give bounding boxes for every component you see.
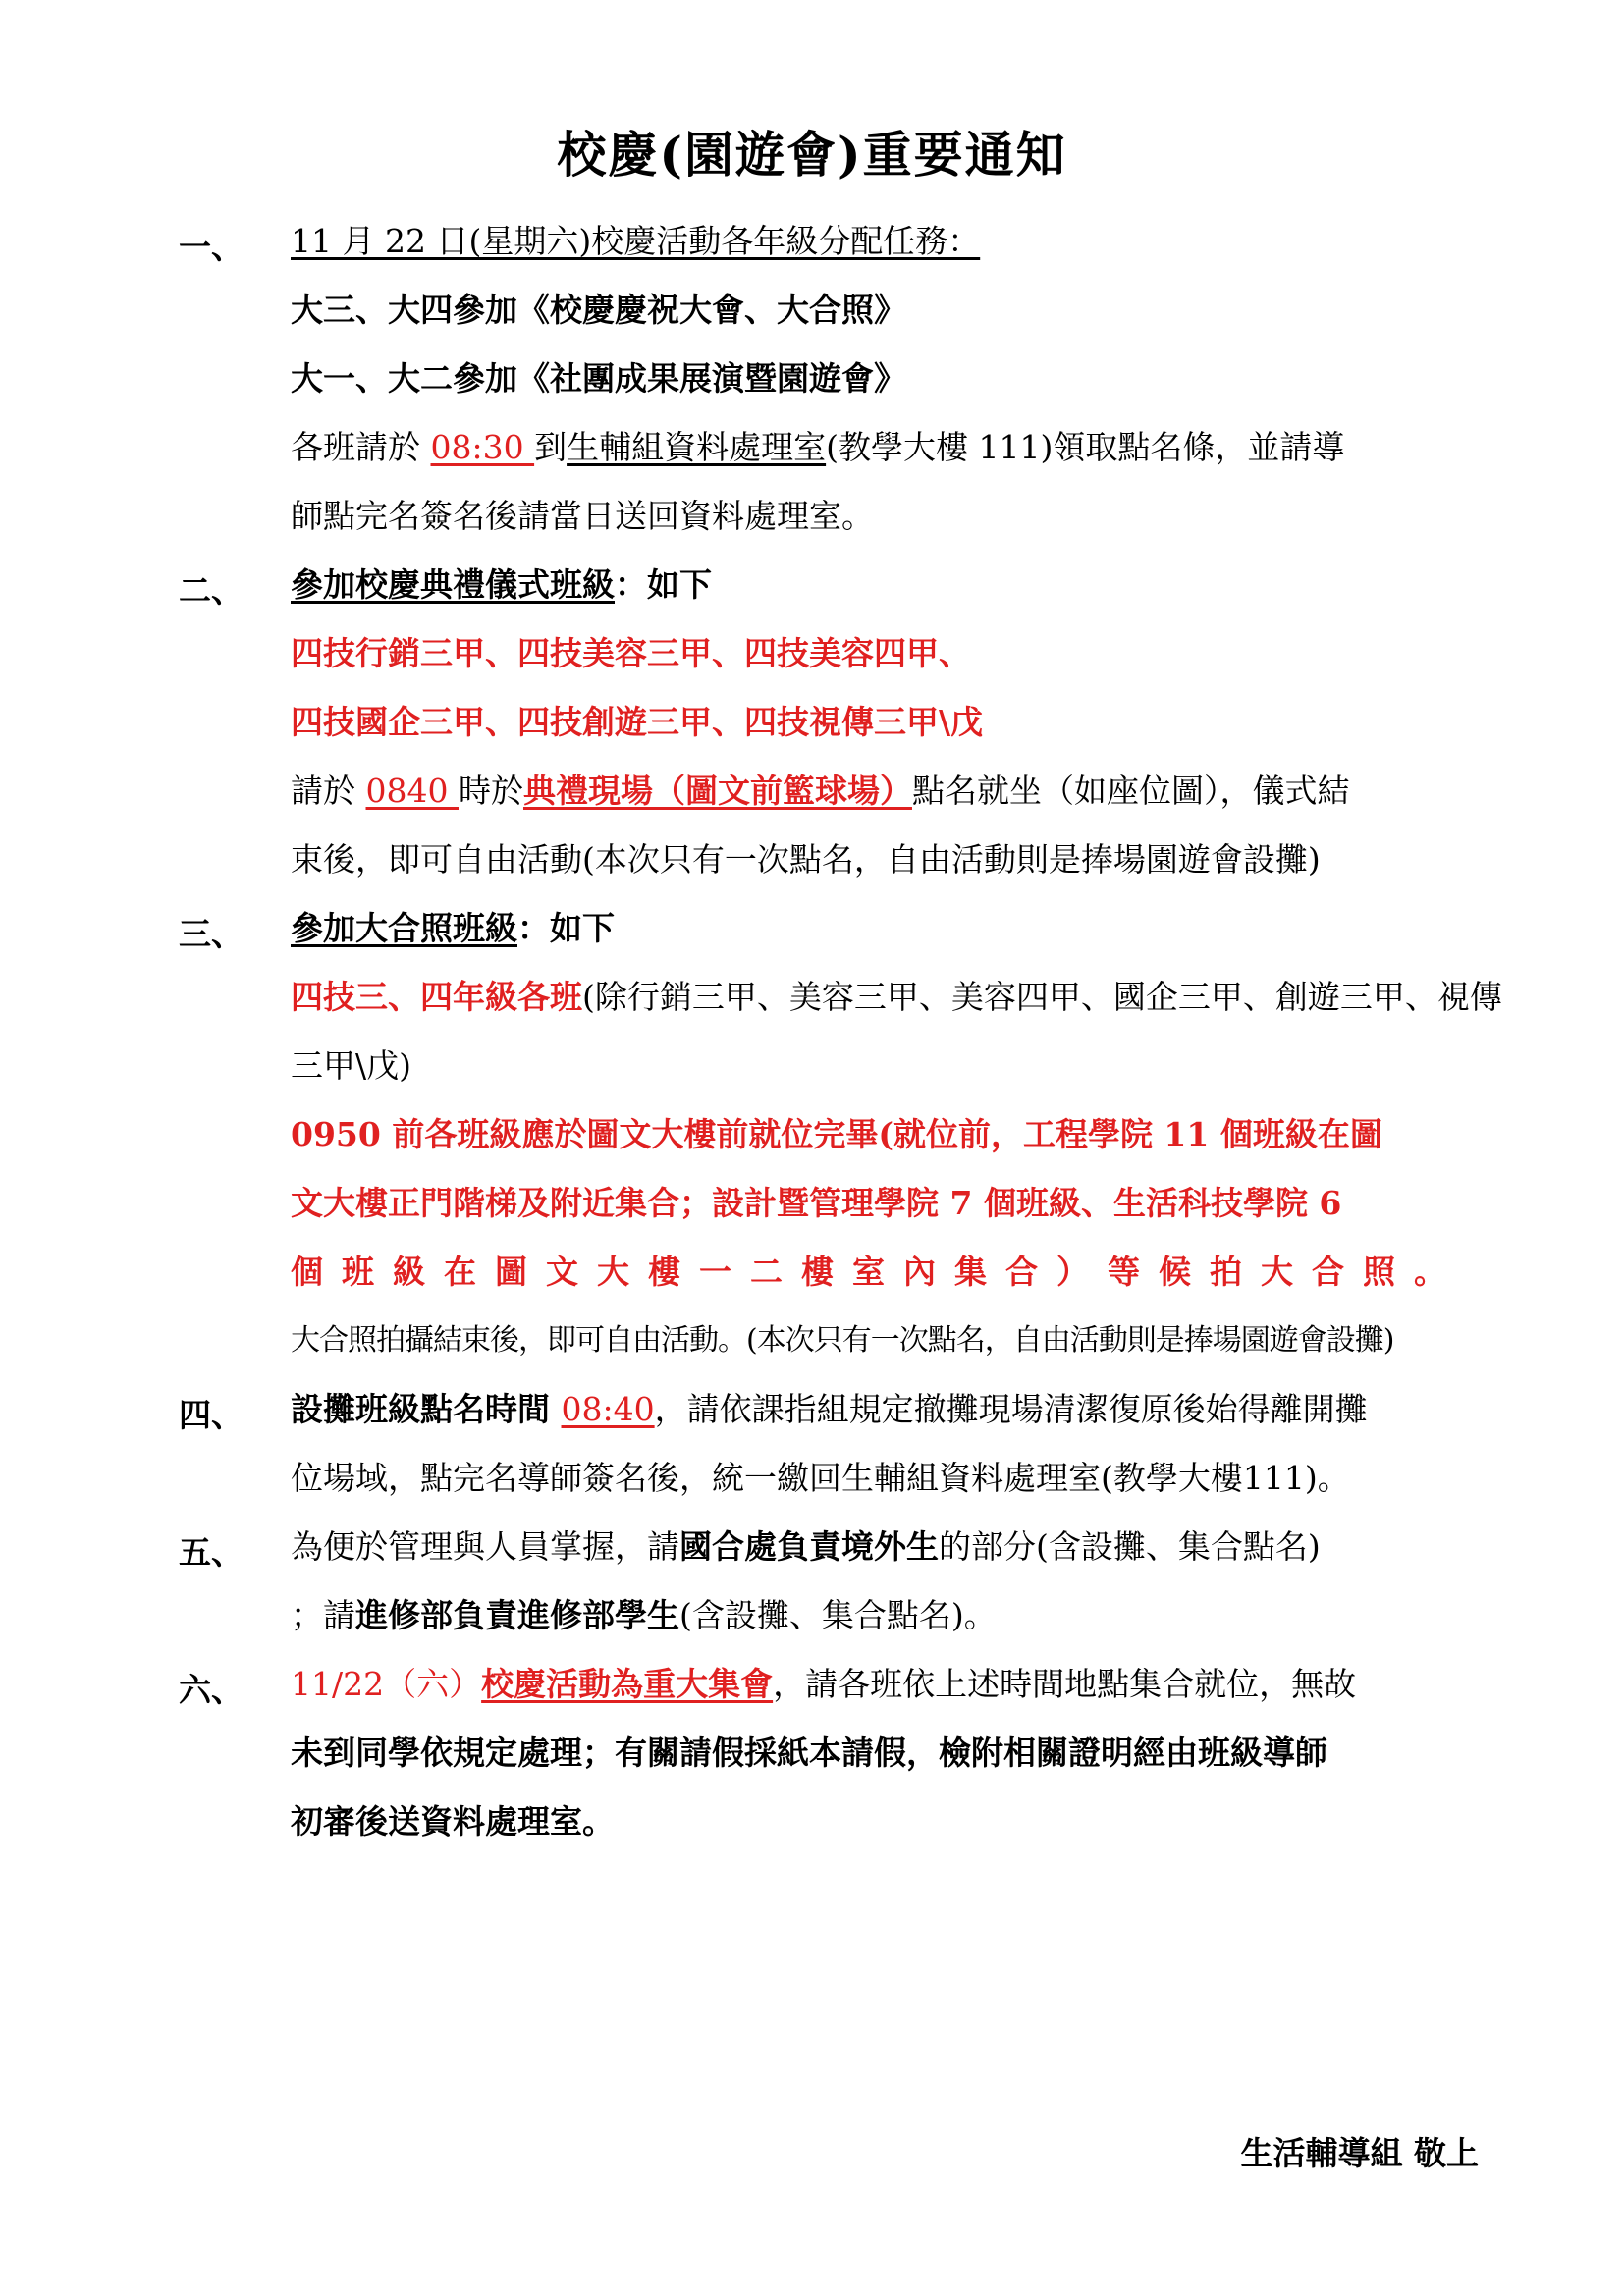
section-2-line-4 [291,772,1349,811]
section-6-number: 六、 [179,1671,244,1709]
s5-l2-b: 進修部負責進修部學生 [355,1596,679,1634]
s5-l2-a: ；請 [291,1596,355,1634]
s1-l4-c: 到 [534,428,568,466]
section-3-line-4: 0950 前各班級應於圖文大樓前就位完畢(就位前，工程學院 11 個班級在圖 [291,1115,1382,1153]
section-1-line-3: 大一、大二參加《社團成果展演暨園遊會》 [291,359,906,398]
section-3-number: 三、 [179,915,244,953]
s1-location: 生輔組資料處理室 [567,428,827,466]
s2-l4-e: 點名就坐（如座位圖），儀式結 [911,772,1350,810]
s2-l4-a: 請於 [291,772,366,810]
s3-l2-a: 四技三、四年級各班 [291,978,582,1016]
section-2-line-5: 束後，即可自由活動(本次只有一次點名，自由活動則是捧場園遊會設攤) [291,840,1321,879]
section-5-number: 五、 [179,1533,244,1572]
s2-time: 0840 [365,772,459,810]
section-3-header-text: 參加大合照班級 [291,909,517,947]
section-1-line-2: 大三、大四參加《校慶慶祝大會、大合照》 [291,291,906,329]
s2-l4-c: 時於 [458,772,523,810]
section-5-line-2 [291,1596,997,1635]
s1-l4-a: 各班請於 [291,428,431,466]
section-6-line-3: 初審後送資料處理室。 [291,1802,615,1841]
section-2-header-text: 參加校慶典禮儀式班級 [291,565,615,604]
s4-l1-a: 設攤班級點名時間 [291,1390,562,1428]
section-1-line-5: 師點完名簽名後請當日送回資料處理室。 [291,497,874,535]
section-3-line-5: 文大樓正門階梯及附近集合；設計暨管理學院 7 個班級、生活科技學院 6 [291,1184,1342,1222]
section-3-header-tail: ：如下 [517,909,615,947]
section-2-line-2: 四技行銷三甲、四技美容三甲、四技美容四甲、 [291,634,971,672]
section-2-header [291,565,712,605]
section-3-line-2 [291,978,1502,1017]
section-6-line-2: 未到同學依規定處理；有關請假採紙本請假，檢附相關證明經由班級導師 [291,1734,1327,1772]
s4-time: 08:40 [561,1390,655,1428]
s1-time: 08:30 [430,428,535,466]
signature: 生活輔導組 敬上 [1240,2134,1479,2172]
s6-emphasis: 校慶活動為重大集會 [481,1665,774,1703]
s6-l1-c: ，請各班依上述時間地點集合就位，無故 [773,1665,1357,1703]
s5-l1-b: 國合處負責境外生 [679,1527,939,1566]
section-1-line-4 [291,428,1344,467]
section-1-header-text: 11 月 22 日(星期六)校慶活動各年級分配任務： [291,222,981,260]
section-6-line-1 [291,1665,1356,1704]
s3-l2-b: (除行銷三甲、美容三甲、美容四甲、國企三甲、創遊三甲、視傳 [582,978,1502,1016]
section-2-line-3: 四技國企三甲、四技創遊三甲、四技視傳三甲\戊 [291,703,984,741]
s6-date: 11/22（六） [291,1665,482,1703]
s1-l4-e: (教學大樓 111)領取點名條，並請導 [826,428,1345,466]
section-2-number: 二、 [179,571,244,610]
section-4-number: 四、 [179,1396,244,1434]
page-title: 校慶(園遊會)重要通知 [557,126,1067,184]
section-5-line-1 [291,1527,1321,1567]
s5-l1-c: 的部分(含設攤、集合點名) [939,1527,1321,1566]
section-1-number: 一、 [179,228,244,266]
s4-l1-c: ，請依課指組規定撤攤現場清潔復原後始得離開攤 [654,1390,1368,1428]
s5-l2-c: (含設攤、集合點名)。 [679,1596,997,1634]
s5-l1-a: 為便於管理與人員掌握，請 [291,1527,679,1566]
section-2-header-tail: ：如下 [615,565,712,604]
section-3-line-3: 三甲\戊) [291,1046,411,1085]
section-3-header [291,909,615,948]
section-4-line-2: 位場域，點完名導師簽名後，統一繳回生輔組資料處理室(教學大樓111)。 [291,1459,1350,1497]
section-1-header [291,222,980,261]
section-3-line-7: 大合照拍攝結束後，即可自由活動。(本次只有一次點名，自由活動則是捧場園遊會設攤) [291,1323,1394,1358]
s2-location: 典禮現場（圖文前籃球場） [522,772,912,810]
section-4-line-1 [291,1390,1368,1429]
section-3-line-6: 個班級在圖文大樓一二樓室內集合）等候拍大合照。 [291,1253,1465,1291]
